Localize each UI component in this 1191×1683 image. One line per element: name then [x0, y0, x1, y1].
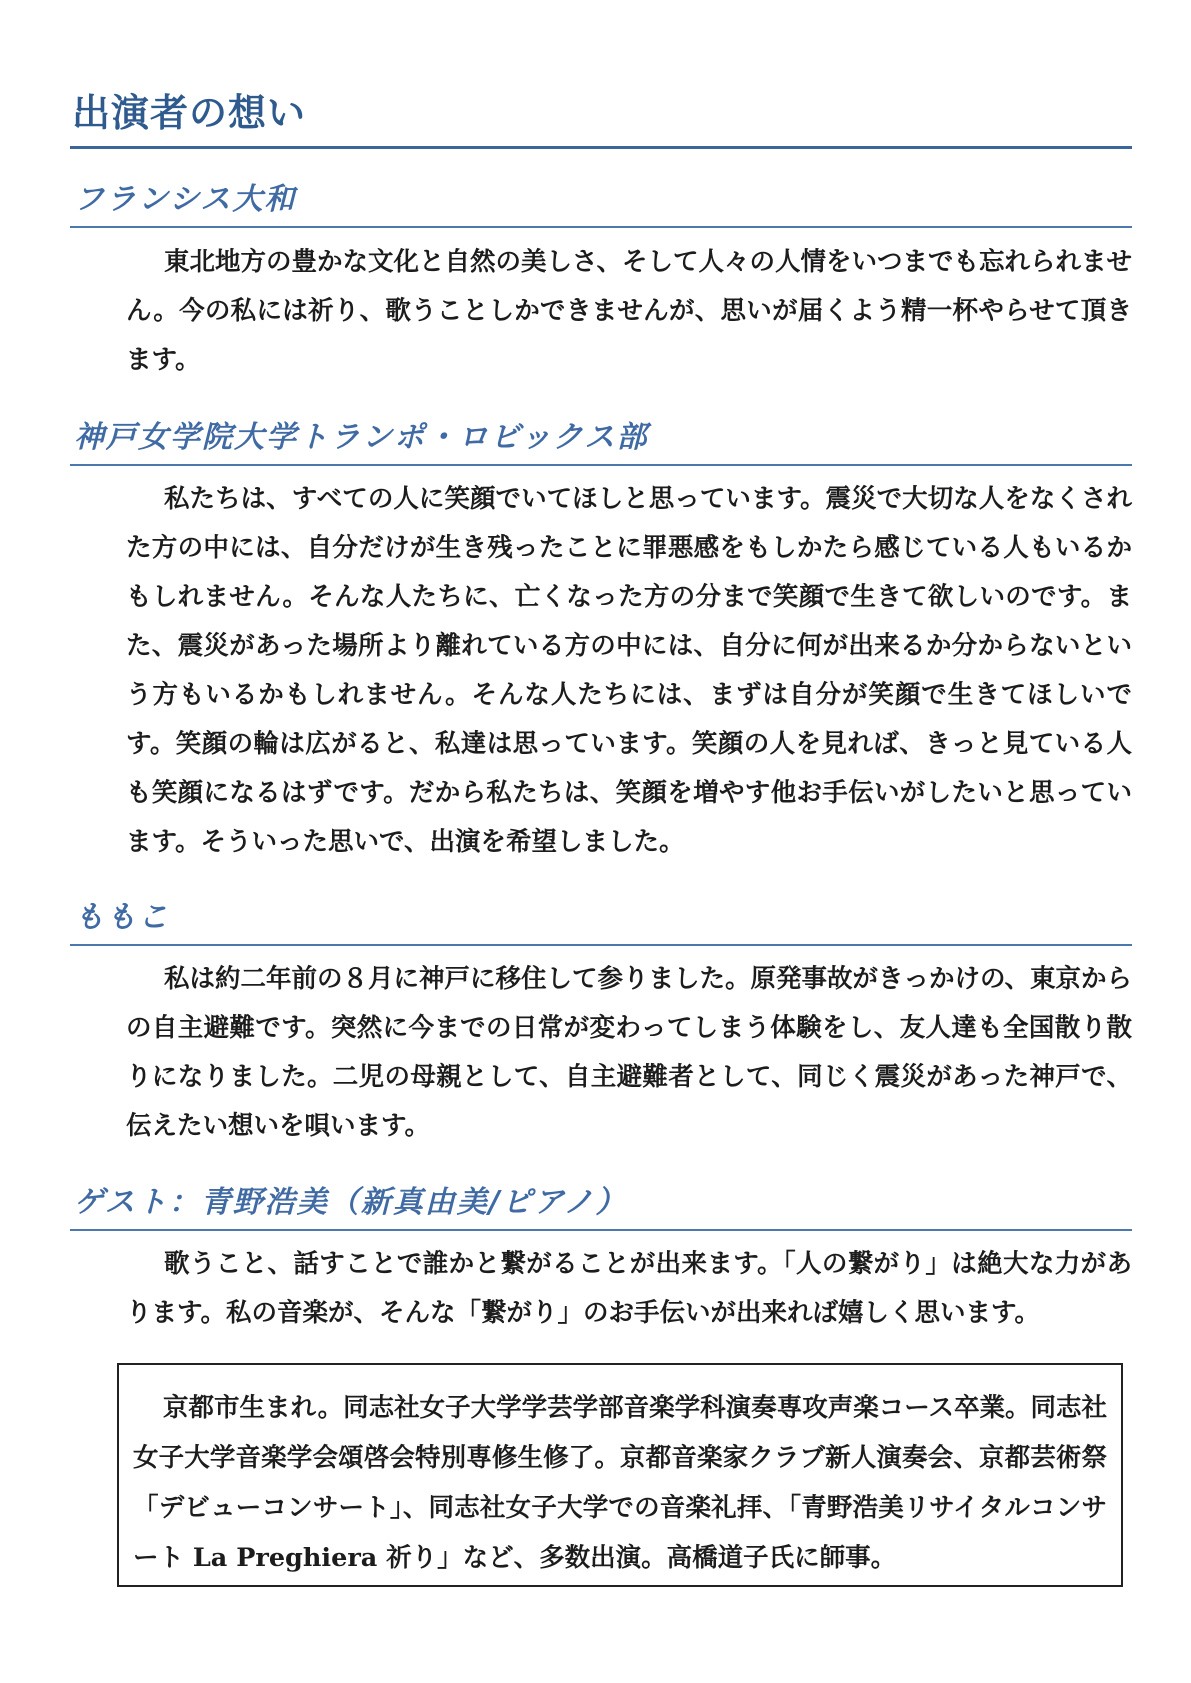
title-divider [70, 146, 1132, 149]
guest-heading-aono-hiromi: ゲスト：青野浩美（新真由美/ピアノ） [74, 1185, 628, 1220]
section-divider [70, 464, 1132, 466]
guest-bio-box [117, 1363, 1123, 1587]
guest-message-aono-hiromi: 歌うこと、話すことで誰かと繋がることが出来ます。「人の繋がり」は絶大な力があります。私の音楽が、そんな「繋がり」のお手伝いが出来れば嬉しく思います。 [126, 1249, 1132, 1328]
guest-bio-text: 京都市生まれ。同志社女子大学学芸学部音楽学科演奏専攻声楽コース卒業。同志社女子大学音楽学会頌啓会特別専修生修了。京都音楽家クラブ新人演奏会、京都芸術祭「デビューコンサート」、同志社女子大学での音楽礼拝、「青野浩美リサイタルコンサート La Preghiera 祈り」など、多数出演。高橋道子氏に師事。 [133, 1393, 1107, 1573]
performer-heading-momoko: ももこ [74, 900, 170, 935]
performer-heading-francis-yamato: フランシス大和 [74, 182, 297, 217]
performer-heading-trampo-robics: 神戸女学院大学トランポ・ロビックス部 [74, 420, 649, 455]
performer-message-momoko: 私は約二年前の８月に神戸に移住して参りました。原発事故がきっかけの、東京からの自主避難です。突然に今までの日常が変わってしまう体験をし、友人達も全国散り散りになりました。二児の母親として、自主避難者として、同じく震災があった神戸で、伝えたい想いを唄います。 [126, 964, 1132, 1141]
performer-message-trampo-robics: 私たちは、すべての人に笑顔でいてほしと思っています。震災で大切な人をなくされた方の中には、自分だけが生き残ったことに罪悪感をもしかたら感じている人もいるかもしれません。そんな人たちに、亡くなった方の分まで笑顔で生きて欲しいのです。また、震災があった場所より離れている方の中には、自分に何が出来るか分からないという方もいるかもしれません。そんな人たちには、まずは自分が笑顔で生きてほしいです。笑顔の輪は広がると、私達は思っています。笑顔の人を見れば、きっと見ている人も笑顔になるはずです。だから私たちは、笑顔を増やす他お手伝いがしたいと思っています。そういった思いで、出演を希望しました。 [126, 484, 1132, 857]
section-divider [70, 226, 1132, 228]
page-title: 出演者の想い [72, 91, 307, 135]
section-divider [70, 944, 1132, 946]
performer-message-francis-yamato: 東北地方の豊かな文化と自然の美しさ、そして人々の人情をいつまでも忘れられません。今の私には祈り、歌うことしかできませんが、思いが届くよう精一杯やらせて頂きます。 [126, 247, 1132, 375]
section-divider [70, 1229, 1132, 1231]
